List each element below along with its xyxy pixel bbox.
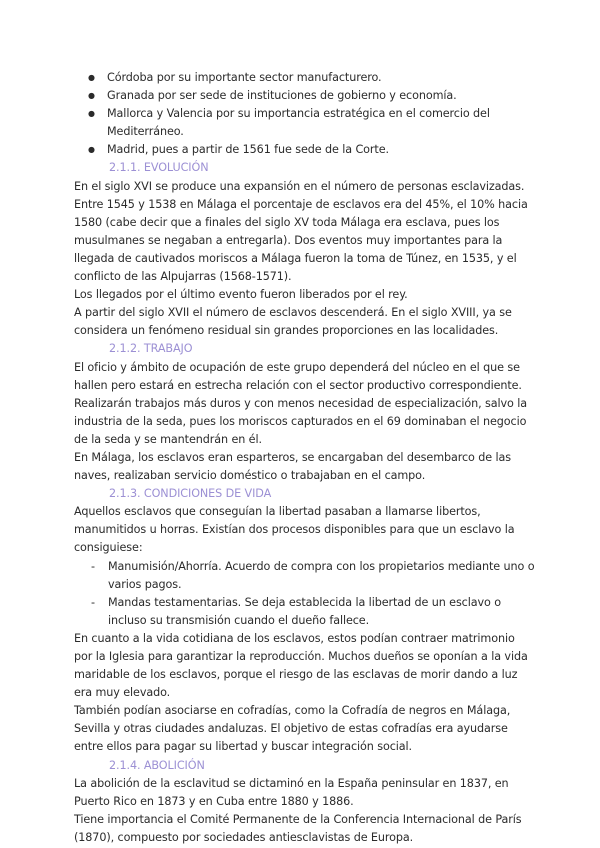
section-heading-evolucion: 2.1.1. EVOLUCIÓN bbox=[109, 161, 209, 175]
list-item: - Mandas testamentarias. Se deja establecida la libertad de un esclavo o incluso su transmisión cuando el dueño fallece. bbox=[74, 594, 536, 630]
paragraph: La abolición de la esclavitud se dictaminó en la España peninsular en 1837, en Puerto Rico en 1873 y en Cuba entre 1880 y 1886. bbox=[74, 776, 509, 808]
paragraph: En cuanto a la vida cotidiana de los esclavos, estos podían contraer matrimonio por la Iglesia para garantizar la reproducción. Muchos dueños se oponían a la vida maridable de los esclavos, porque el riesgo de las esclavas de morir dando a luz era muy elevado. bbox=[74, 631, 528, 700]
paragraph: En el siglo XVI se produce una expansión en el número de personas esclavizadas. Entre 1545 y 1538 en Málaga el porcentaje de esclavos era del 45%, el 10% hacia 1580 (cabe decir que a finales del siglo XV toda Málaga era esclava, pues los musulmanes se negaban a entregarla). Dos eventos muy importantes para la llegada de cautivados moriscos a Málaga fueron la toma de Túnez, en 1535, y el conflicto de las Alpujarras (1568-1571). bbox=[74, 179, 528, 284]
list-item: ● Madrid, pues a partir de 1561 fue sede de la Corte. bbox=[74, 141, 536, 159]
list-item: ● Granada por ser sede de instituciones de gobierno y economía. bbox=[74, 87, 536, 105]
paragraph: Aquellos esclavos que conseguían la libertad pasaban a llamarse libertos, manumitidos u horras. Existían dos procesos disponibles para que un esclavo la consiguiese: bbox=[74, 505, 515, 555]
paragraph: En Málaga, los esclavos eran esparteros, se encargaban del desembarco de las naves, realizaban servicio doméstico o trabajaban en el campo. bbox=[74, 450, 511, 483]
list-item: ● Mallorca y Valencia por su importancia estratégica en el comercio del Mediterráneo. bbox=[74, 105, 536, 141]
liberation-methods-list bbox=[74, 558, 536, 630]
list-item: ● Córdoba por su importante sector manufacturero. bbox=[74, 69, 536, 87]
page-content bbox=[74, 69, 536, 847]
paragraph: Tiene importancia el Comité Permanente de la Conferencia Internacional de París (1870), compuesto por sociedades antiesclavistas de Europa. bbox=[74, 812, 522, 844]
paragraph: Los llegados por el último evento fueron liberados por el rey. bbox=[74, 288, 408, 302]
cities-list bbox=[74, 69, 536, 159]
section-heading-abolicion: 2.1.4. ABOLICIÓN bbox=[109, 758, 205, 772]
paragraph: El oficio y ámbito de ocupación de este grupo dependerá del núcleo en el que se hallen pero estará en estrecha relación con el sector productivo correspondiente. Realizarán trabajos más duros y con menos necesidad de especialización, salvo la industria de la seda, pues los moriscos capturados en el 69 dominaban el negocio de la seda y se mantendrán en él. bbox=[74, 360, 527, 446]
section-heading-condiciones: 2.1.3. CONDICIONES DE VIDA bbox=[109, 487, 272, 501]
section-heading-trabajo: 2.1.2. TRABAJO bbox=[109, 342, 193, 356]
paragraph: A partir del siglo XVII el número de esclavos descenderá. En el siglo XVIII, ya se considera un fenómeno residual sin grandes proporciones en las localidades. bbox=[74, 306, 512, 338]
paragraph: También podían asociarse en cofradías, como la Cofradía de negros en Málaga, Sevilla y otras ciudades andaluzas. El objetivo de estas cofradías era ayudarse entre ellos para pagar su libertad y buscar integración social. bbox=[74, 704, 511, 754]
list-item: - Manumisión/Ahorría. Acuerdo de compra con los propietarios mediante uno o varios pagos. bbox=[74, 558, 536, 594]
